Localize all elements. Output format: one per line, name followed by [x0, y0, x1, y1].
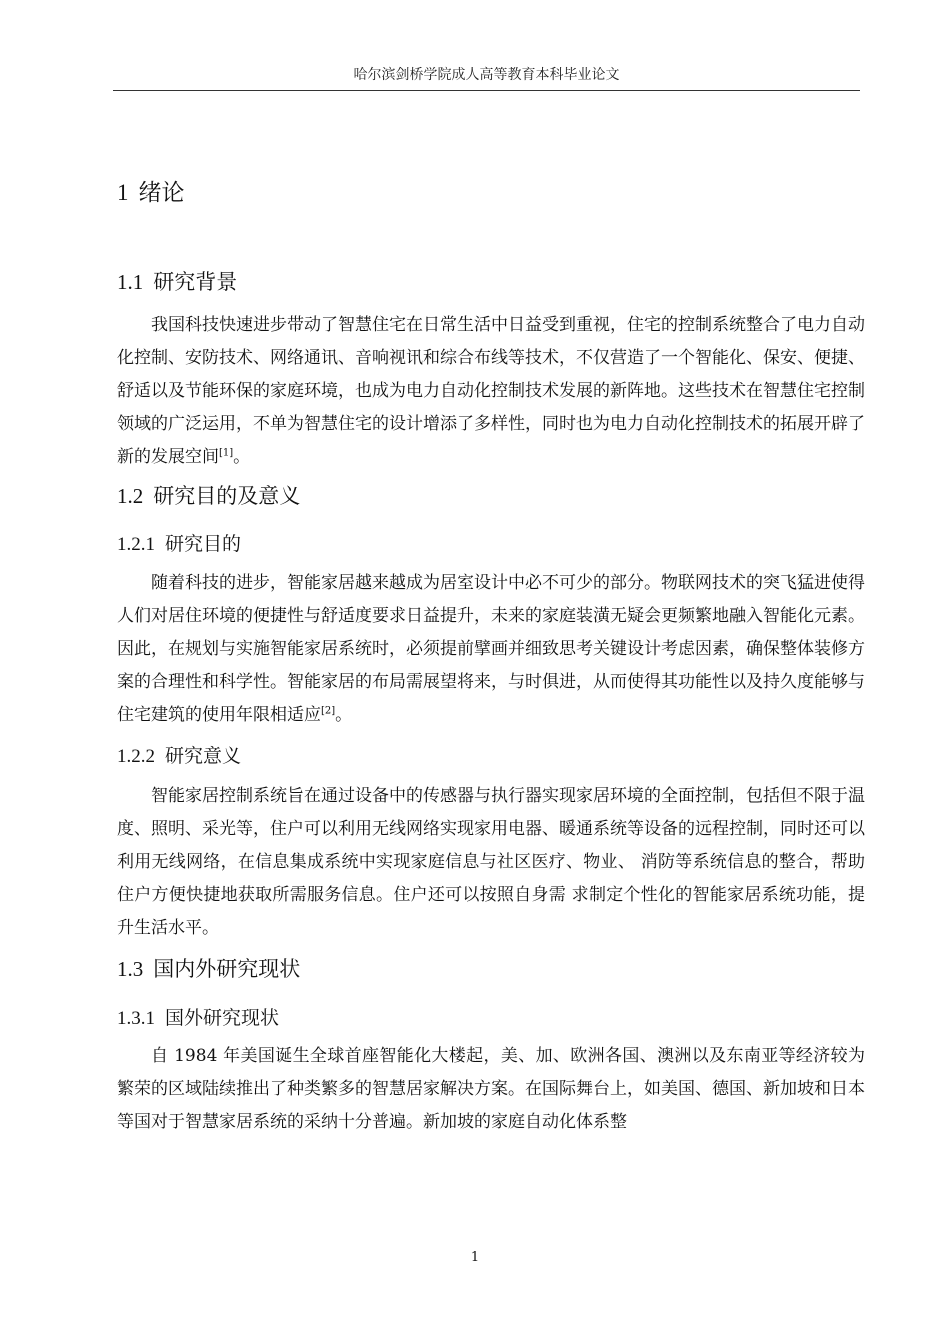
paragraph-research-background: [117, 309, 865, 474]
paragraph-text: 自 1984 年美国诞生全球首座智能化大楼起，美、加、欧洲各国、澳洲以及东南亚等经济较为繁荣的区域陆续推出了种类繁多的智慧居家解决方案。在国际舞台上，如美国、德国、新加坡和日本等国对于智慧家居系统的采纳十分普遍。新加坡的家庭自动化体系整: [117, 1046, 865, 1132]
paragraph-foreign-research: [117, 1040, 865, 1139]
paragraph-text: 智能家居控制系统旨在通过设备中的传感器与执行器实现家居环境的全面控制，包括但不限于温度、照明、采光等，住户可以利用无线网络实现家用电器、暖通系统等设备的远程控制，同时还可以利用无线网络，在信息集成系统中实现家庭信息与社区医疗、物业、 消防等系统信息的整合，帮助住户方便快捷地获取所需服务信息。住户还可以按照自身需 求制定个性化的智能家居系统功能，提升生活水平。: [117, 786, 865, 938]
subsection-title: 国外研究现状: [165, 1007, 280, 1029]
chapter-heading: [117, 174, 185, 207]
section-heading-1-1: [117, 266, 237, 296]
paragraph-text: 随着科技的进步，智能家居越来越成为居室设计中必不可少的部分。物联网技术的突飞猛进使得人们对居住环境的便捷性与舒适度要求日益提升，未来的家庭装潢无疑会更频繁地融入智能化元素。因此，在规划与实施智能家居系统时，必须提前擘画并细致思考关键设计考虑因素，确保整体装修方案的合理性和科学性。智能家居的布局需展望将来，与时俱进，从而使得其功能性以及持久度能够与住宅建筑的使用年限相适应: [117, 573, 865, 725]
subsection-number: 1.2.1: [117, 534, 155, 555]
page-number: 1: [470, 1250, 480, 1265]
subsection-heading-1-2-2: [117, 741, 241, 768]
subsection-title: 研究目的: [165, 533, 242, 555]
paragraph-research-significance: [117, 780, 865, 945]
chapter-number: 1: [117, 180, 129, 205]
section-number: 1.3: [117, 957, 144, 981]
paragraph-research-purpose: [117, 567, 865, 732]
citation: [2]: [321, 705, 336, 717]
subsection-heading-1-2-1: [117, 529, 241, 556]
section-title: 国内外研究现状: [153, 957, 301, 981]
section-number: 1.2: [117, 484, 144, 508]
section-number: 1.1: [117, 270, 144, 294]
paragraph-end: 。: [335, 705, 353, 725]
section-title: 研究目的及意义: [153, 484, 301, 508]
citation: [1]: [219, 447, 234, 459]
section-heading-1-2: [117, 480, 300, 510]
paragraph-text: 我国科技快速进步带动了智慧住宅在日常生活中日益受到重视，住宅的控制系统整合了电力自动化控制、安防技术、网络通讯、音响视讯和综合布线等技术，不仅营造了一个智能化、保安、便捷、舒适以及节能环保的家庭环境，也成为电力自动化控制技术发展的新阵地。这些技术在智慧住宅控制领域的广泛运用，不单为智慧住宅的设计增添了多样性，同时也为电力自动化控制技术的拓展开辟了新的发展空间: [117, 315, 865, 467]
section-title: 研究背景: [153, 270, 238, 294]
paragraph-end: 。: [233, 447, 251, 467]
section-heading-1-3: [117, 953, 300, 983]
subsection-number: 1.2.2: [117, 746, 155, 767]
page-header: 哈尔滨剑桥学院成人高等教育本科毕业论文: [113, 64, 860, 91]
subsection-number: 1.3.1: [117, 1008, 155, 1029]
chapter-title: 绪论: [138, 180, 185, 206]
subsection-title: 研究意义: [165, 745, 242, 767]
subsection-heading-1-3-1: [117, 1003, 279, 1030]
